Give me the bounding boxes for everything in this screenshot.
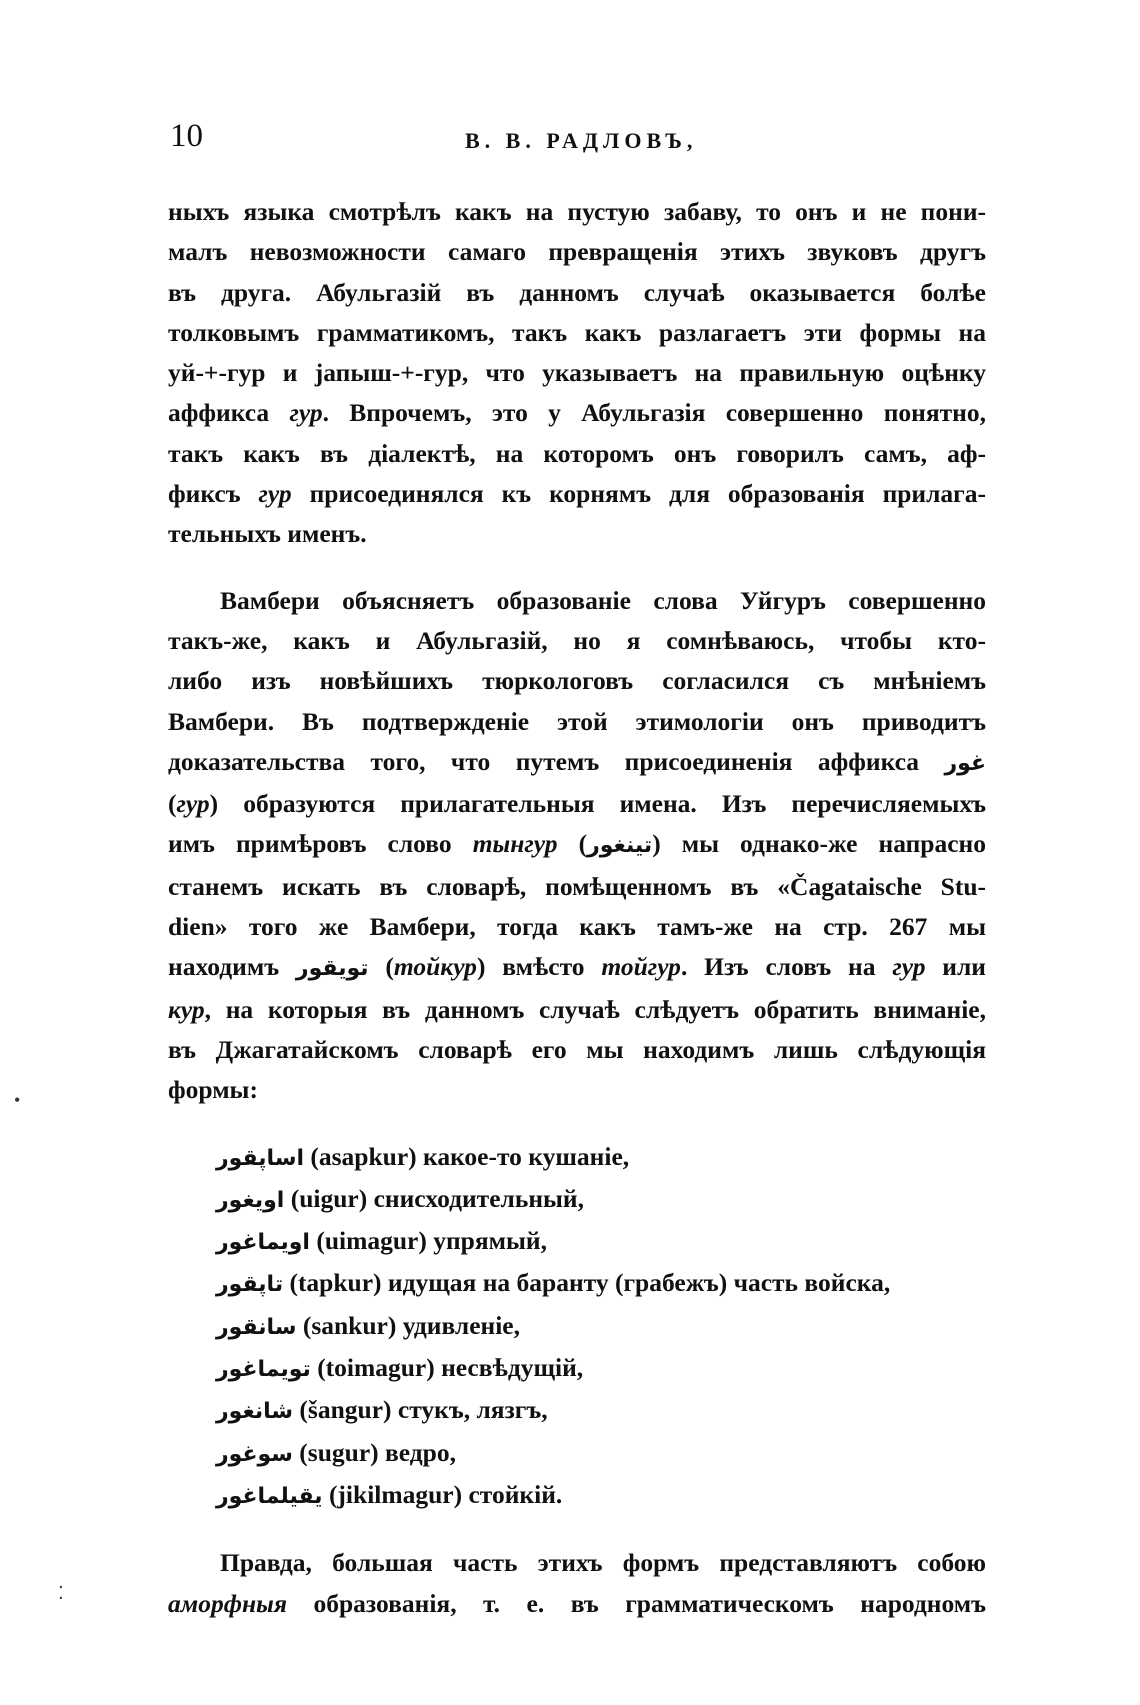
scan-speck: • <box>14 1090 21 1110</box>
list-item-text: (toimagur) несвѣдущій, <box>317 1353 584 1383</box>
italic-term: гур <box>892 952 926 982</box>
text-span: ) образуются прилагательныя имена. Изъ перечисляемыхъ <box>209 789 986 819</box>
paragraph-1 <box>168 192 986 555</box>
text-line: такъ-же, какъ и Абульгазій, но я сомнѣваюсь, чтобы кто- <box>168 625 986 655</box>
text-line: ныхъ языка смотрѣлъ какъ на пустую забаву, то онъ и не пони- <box>168 197 986 226</box>
list-item-text: (uimagur) упрямый, <box>316 1226 547 1256</box>
italic-term: тойкур <box>393 952 477 982</box>
paragraph-gap <box>168 555 986 581</box>
arabic-word: اويغور <box>216 1187 285 1213</box>
arabic-word: اساپقور <box>216 1145 304 1171</box>
text-line: Правда, большая часть этихъ формъ представляютъ собою <box>220 1548 986 1578</box>
list-item <box>216 1137 986 1179</box>
text-line: толковымъ грамматикомъ, такъ какъ разлагаетъ эти формы на <box>168 317 986 347</box>
paragraph-2 <box>168 581 986 1111</box>
body-text <box>168 192 986 1624</box>
text-line <box>168 1584 986 1624</box>
arabic-word: شانغور <box>216 1399 294 1425</box>
italic-term: тынгур <box>472 829 558 859</box>
text-line <box>168 474 986 514</box>
list-item <box>216 1348 986 1390</box>
list-item <box>216 1433 986 1475</box>
arabic-word: اويماغور <box>216 1230 310 1256</box>
list-item-text: (sankur) удивленіе, <box>302 1310 520 1340</box>
text-line <box>168 393 986 433</box>
list-item <box>216 1179 986 1221</box>
text-span: или <box>925 952 987 982</box>
italic-term: гур <box>176 789 210 819</box>
text-line: такъ какъ въ діалектѣ, на которомъ онъ говорилъ самъ, аф- <box>168 438 986 468</box>
text-line: Вамбери. Въ подтвержденіе этой этимологіи онъ приводитъ <box>168 706 986 736</box>
page-number: 10 <box>170 118 203 154</box>
text-line: либо изъ новѣйшихъ тюркологовъ согласился съ мнѣніемъ <box>168 666 986 696</box>
arabic-word: سانقور <box>216 1314 297 1340</box>
scan-speck: ⁚ <box>58 1583 64 1603</box>
italic-term: аморфныя <box>168 1588 287 1618</box>
running-head: В. В. РАДЛОВЪ, <box>465 128 698 153</box>
text-line <box>168 742 986 784</box>
text-line: уй-+-гур и јапыш-+-гур, что указываетъ на правильную оцѣнку <box>168 358 986 388</box>
text-line: въ Джагатайскомъ словарѣ его мы находимъ лишь слѣдующія <box>168 1034 986 1064</box>
arabic-word: تاپقور <box>216 1272 284 1298</box>
text-span: ) мы однако-же напрасно <box>652 829 986 859</box>
arabic-word: تويقور <box>295 956 369 982</box>
text-line <box>168 947 986 989</box>
list-item-text: (šangur) стукъ, лязгъ, <box>299 1395 548 1425</box>
list-item-text: (uigur) снисходительный, <box>290 1183 584 1213</box>
text-span: ( <box>168 789 177 819</box>
text-line: малъ невозможности самаго превращенія этихъ звуковъ другъ <box>168 237 986 267</box>
text-line: тельныхъ именъ. <box>168 519 367 549</box>
text-span: образованія, т. е. въ грамматическомъ народномъ <box>286 1588 986 1618</box>
list-item-text: (sugur) ведро, <box>299 1437 456 1467</box>
list-item <box>216 1475 986 1517</box>
list-item-text: (jikilmagur) стойкій. <box>328 1479 563 1509</box>
italic-term: гур <box>258 479 292 509</box>
arabic-word: تينغور <box>587 833 653 859</box>
text-line: dien» того же Вамбери, тогда какъ тамъ-же на стр. 267 мы <box>168 912 986 942</box>
text-line <box>168 784 986 824</box>
italic-term: тойгур <box>601 952 681 982</box>
paragraph-3 <box>168 1543 986 1624</box>
text-span: доказательства того, что путемъ присоединенія аффикса <box>168 746 945 776</box>
text-line: формы: <box>168 1075 258 1105</box>
text-span: ( <box>557 829 588 859</box>
text-line: въ друга. Абульгазій въ данномъ случаѣ оказывается болѣе <box>168 277 986 307</box>
text-span: . Изъ словъ на <box>680 952 893 982</box>
paragraph-gap <box>168 1111 986 1137</box>
text-line: станемъ искать въ словарѣ, помѣщенномъ въ «Čagataische Stu- <box>168 871 986 901</box>
text-span: фиксъ <box>168 479 259 509</box>
word-list <box>168 1137 986 1518</box>
text-span: имъ примѣровъ слово <box>168 829 473 859</box>
italic-term: гур <box>289 398 323 428</box>
arabic-word: سوغور <box>216 1441 293 1467</box>
text-span: , на которыя въ данномъ случаѣ слѣдуетъ обратить вниманіе, <box>204 994 986 1024</box>
text-span: ) вмѣсто <box>476 952 602 982</box>
italic-term: кур <box>168 994 205 1024</box>
text-span: аффикса <box>168 398 290 428</box>
list-item <box>216 1221 986 1263</box>
list-item <box>216 1390 986 1432</box>
text-span: находимъ <box>168 952 296 982</box>
text-line <box>168 990 986 1030</box>
list-item-text: (asapkur) какое-то кушаніе, <box>310 1141 630 1171</box>
arabic-word: غور <box>944 750 986 776</box>
text-line <box>168 824 986 866</box>
list-item <box>216 1306 986 1348</box>
text-span: присоединялся къ корнямъ для образованія прилага- <box>291 479 987 509</box>
arabic-word: تويماغور <box>216 1357 311 1383</box>
arabic-word: يقيلماغور <box>216 1483 323 1509</box>
list-item-text: (tapkur) идущая на баранту (грабежъ) часть войска, <box>289 1268 891 1298</box>
text-span: . Впрочемъ, это у Абульгазія совершенно понятно, <box>322 398 986 428</box>
text-span: ( <box>368 952 394 982</box>
paragraph-gap <box>168 1517 986 1543</box>
text-line: Вамбери объясняетъ образованіе слова Уйгуръ совершенно <box>220 585 986 615</box>
list-item <box>216 1263 986 1305</box>
